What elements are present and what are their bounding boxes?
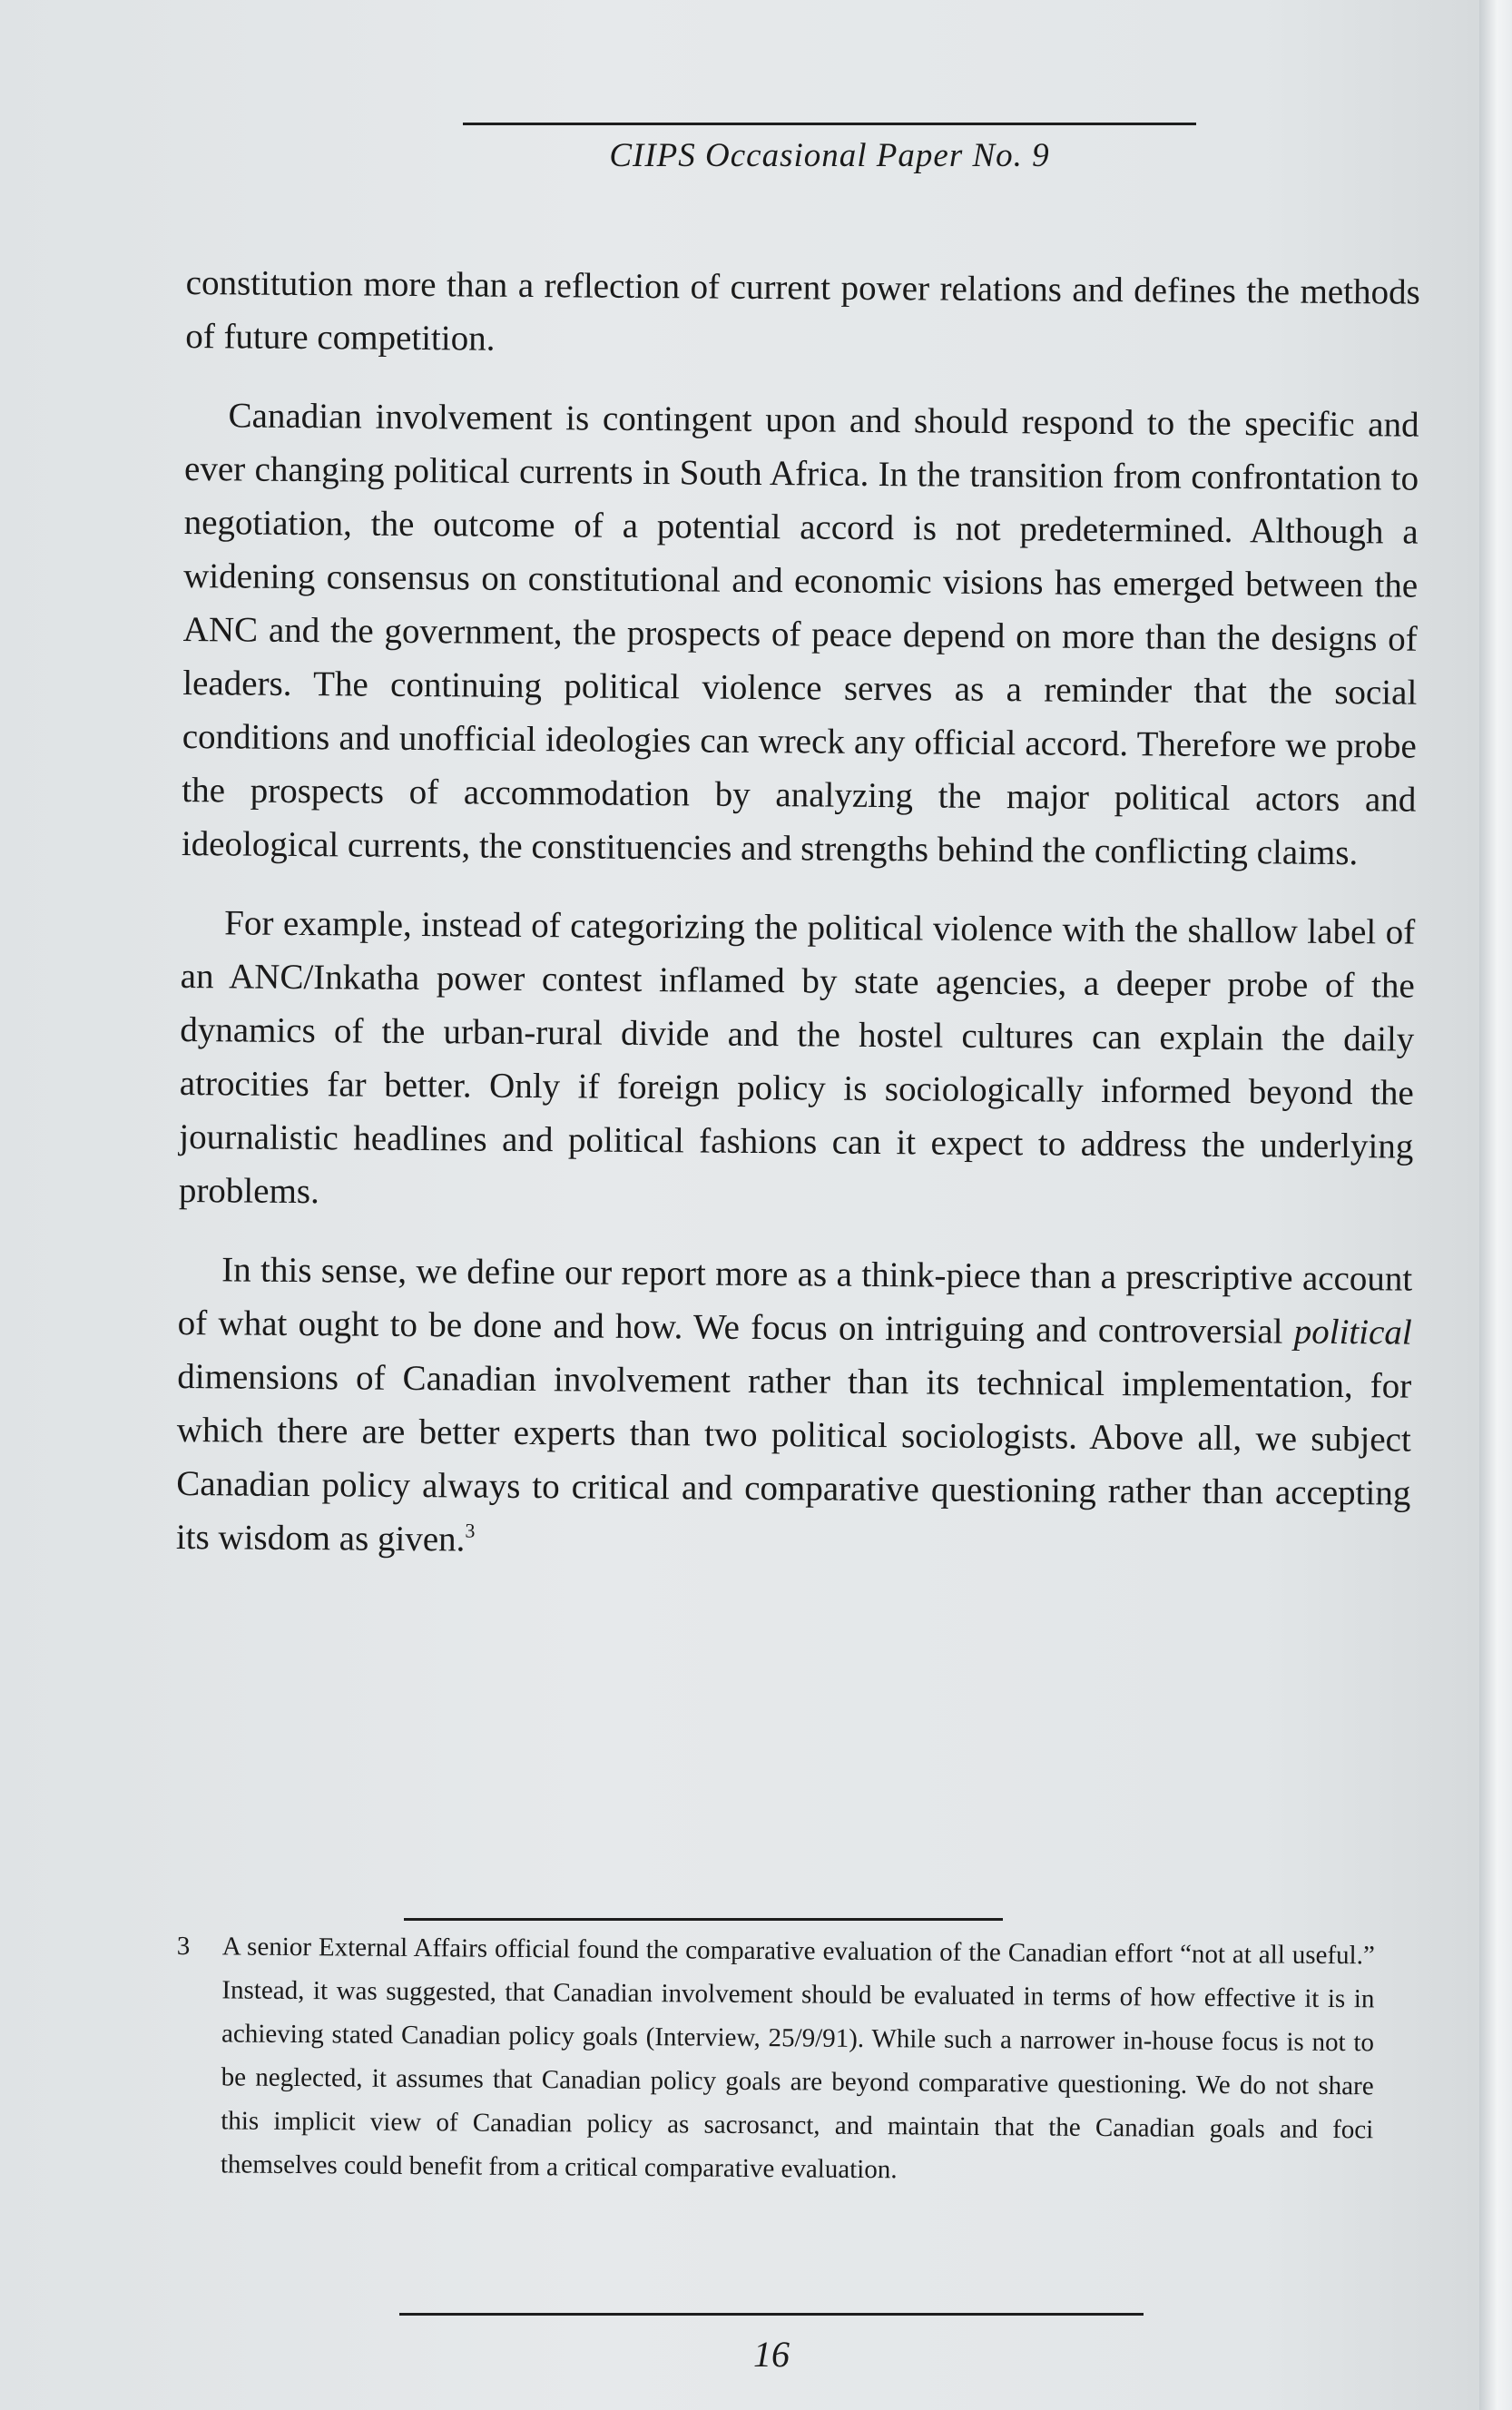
paragraph-canadian-involvement: Canadian involvement is contingent upon and should respond to the specific and ever changing political currents in South Africa. In the transition from confrontation to negotiation, the outcome of a potential accord is not predetermined. Although a widening consensus on constitutional and economic visions has emerged between the ANC and the government, the prospects of peace depend on more than the designs of leaders. The continuing political violence serves as a reminder that the social conditions and unofficial ideologies can wreck any official accord. Therefore we probe the prospects of accommodation by analyzing the major political actors and ideological currents, the constituencies and strengths behind the conflicting claims.: [181, 396, 1419, 873]
body-text: [175, 256, 1419, 1599]
paragraph-text-part-1: In this sense, we define our report more as a think-piece than a prescriptive account of what ought to be done and how. We focus on intriguing and controversial: [177, 1250, 1413, 1352]
running-head: CIIPS Occasional Paper No. 9: [609, 137, 1050, 174]
paragraph-continued: constitution more than a reflection of current power relations and defines the methods of future competition.: [185, 262, 1420, 359]
paragraph-text-part-2: dimensions of Canadian involvement rather than its technical implementation, for which there are better experts than two political sociologists. Above all, we subject Canadian policy always to critical and comparative questioning rather than accepting its wisdom as given.: [175, 1356, 1412, 1559]
footnote-rule: [404, 1918, 1003, 1921]
header-rule: [463, 123, 1196, 125]
page-edge-shadow: [1479, 0, 1512, 2410]
page-number: 16: [753, 2334, 790, 2375]
footnote-reference: 3: [465, 1519, 476, 1542]
paragraph-in-this-sense: [176, 1243, 1413, 1574]
footnote: [175, 1924, 1375, 2195]
footnote-number: 3: [176, 1931, 191, 1962]
emphasis-political: political: [1293, 1312, 1412, 1353]
paragraph-for-example: For example, instead of categorizing the political violence with the shallow label of an ANC/Inkatha power contest inflamed by state agencies, a deeper probe of the dynamics of the urban-rural divide and the hostel cultures can explain the daily atrocities far better. Only if foreign policy is sociologically informed beyond the journalistic headlines and political fashions can it expect to address the underlying problems.: [178, 903, 1416, 1212]
footnote-text: A senior External Affairs official found the comparative evaluation of the Canadian effort “not at all useful.” Instead, it was suggested, that Canadian involvement should be evaluated in terms of how effective it is in achieving stated Canadian policy goals (Interview, 25/9/91). While such a narrower in-house focus is not to be neglected, it assumes that Canadian policy goals are beyond comparative questioning. We do not share this implicit view of Canadian policy as sacrosanct, and maintain that the Canadian goals and foci themselves could benefit from a critical comparative evaluation.: [220, 1932, 1375, 2185]
footer-rule: [399, 2313, 1144, 2316]
